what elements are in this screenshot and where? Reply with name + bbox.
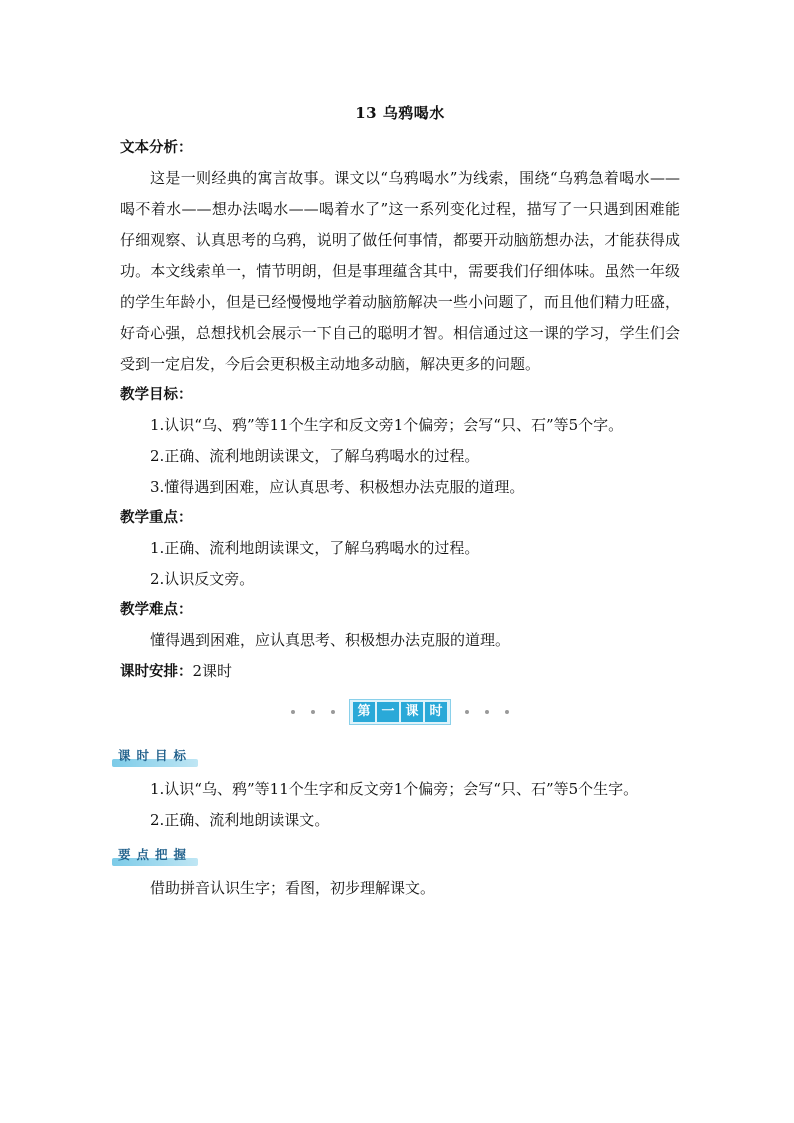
banner-char: 时	[425, 702, 447, 722]
schedule-value: 2课时	[192, 662, 233, 680]
dot-icon	[505, 710, 509, 714]
essentials-tag	[112, 844, 198, 867]
dot-icon	[465, 710, 469, 714]
lesson-title: 13 乌鸦喝水	[355, 104, 445, 122]
dot-icon	[331, 710, 335, 714]
key-points-heading: 教学重点：	[120, 510, 193, 526]
goal-item-2: 2.正确、流利地朗读课文，了解乌鸦喝水的过程。	[150, 447, 480, 465]
essentials-text: 借助拼音认识生字；看图，初步理解课文。	[150, 879, 436, 897]
goal-item-3: 3.懂得遇到困难，应认真思考、积极想办法克服的道理。	[150, 478, 525, 496]
banner-dots-right	[465, 710, 509, 714]
banner-char: 一	[377, 702, 399, 722]
banner-char: 第	[353, 702, 375, 722]
goal-item-1: 1.认识“乌、鸦”等11个生字和反文旁1个偏旁；会写“只、石”等5个字。	[150, 416, 624, 434]
schedule-label: 课时安排：	[120, 664, 193, 680]
difficulties-text: 懂得遇到困难，应认真思考、积极想办法克服的道理。	[150, 631, 511, 649]
difficulties-heading: 教学难点：	[120, 602, 193, 618]
banner-dots-left	[291, 710, 335, 714]
key-point-item-2: 2.认识反文旁。	[150, 570, 255, 588]
objective-item-1: 1.认识“乌、鸦”等11个生字和反文旁1个偏旁；会写“只、石”等5个生字。	[150, 780, 639, 798]
objective-item-2: 2.正确、流利地朗读课文。	[150, 811, 330, 829]
banner-label-box	[349, 699, 451, 725]
dot-icon	[485, 710, 489, 714]
analysis-text: 这是一则经典的寓言故事。课文以“乌鸦喝水”为线索，围绕“乌鸦急着喝水——喝不着水——想办法喝水——喝着水了”这一系列变化过程，描写了一只遇到困难能仔细观察、认真思考的乌鸦，说明了做任何事情，都要开动脑筋想办法，才能获得成功。本文线索单一，情节明朗，但是事理蕴含其中，需要我们仔细体味。虽然一年级的学生年龄小，但是已经慢慢地学着动脑筋解决一些小问题了，而且他们精力旺盛，好奇心强，总想找机会展示一下自己的聪明才智。相信通过这一课的学习，学生们会受到一定启发，今后会更积极主动地多动脑，解决更多的问题。	[120, 169, 680, 373]
schedule-line	[120, 656, 680, 687]
key-point-item-1: 1.正确、流利地朗读课文，了解乌鸦喝水的过程。	[150, 539, 480, 557]
objectives-tag	[112, 745, 198, 768]
objectives-tag-text: 课时目标	[118, 748, 193, 763]
dot-icon	[291, 710, 295, 714]
analysis-heading: 文本分析：	[120, 140, 193, 156]
document-content	[120, 102, 680, 904]
goals-heading: 教学目标：	[120, 387, 193, 403]
lesson-one-banner	[120, 697, 680, 727]
banner-char: 课	[401, 702, 423, 722]
dot-icon	[311, 710, 315, 714]
essentials-tag-text: 要点把握	[118, 847, 193, 862]
